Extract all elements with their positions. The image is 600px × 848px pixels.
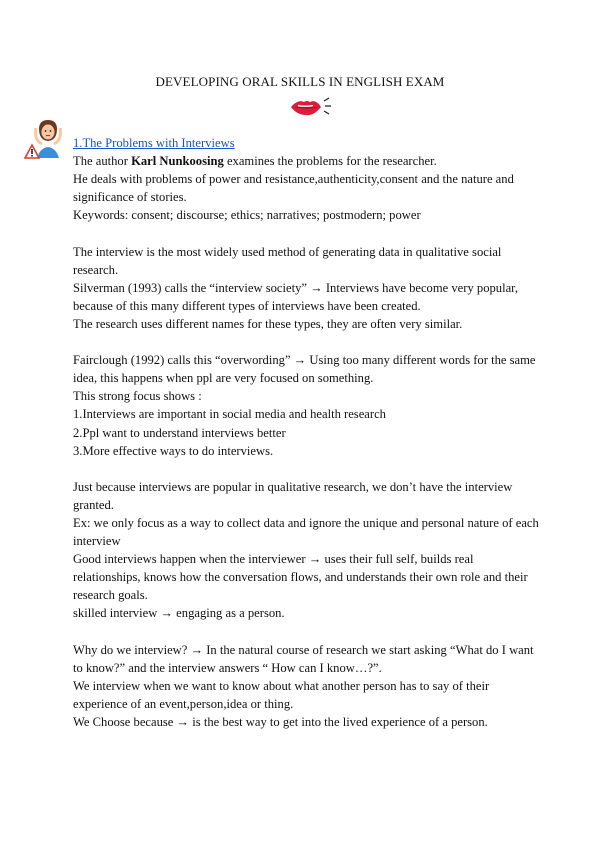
paragraph-fairclough: Fairclough (1992) calls this “overwording” → Using too many different words for the same idea, this happens when ppl are very focused on something. — [73, 353, 536, 386]
document-body — [73, 134, 543, 731]
paragraph-silverman: Silverman (1993) calls the “interview society” → Interviews have become very popular, because of this many different types of interviews have been created. — [73, 280, 519, 313]
author-name: Karl Nunkoosing — [131, 154, 224, 169]
list-item: 2.Ppl want to understand interviews better — [73, 425, 286, 440]
keywords-line: Keywords: consent; discourse; ethics; narratives; postmodern; power — [73, 208, 421, 223]
page-title: DEVELOPING ORAL SKILLS IN ENGLISH EXAM — [155, 74, 445, 89]
intro-author-line: The author Karl Nunkoosing examines the problems for the researcher. — [73, 154, 437, 169]
paragraph-interview-method: The interview is the most widely used method of generating data in qualitative social research. — [73, 244, 502, 277]
lips-icon — [288, 96, 332, 118]
paragraph-choose: We Choose because → is the best way to get into the lived experience of a person. — [73, 715, 488, 729]
intro-problems-line: He deals with problems of power and resistance,authenticity,consent and the nature and significance of stories. — [73, 172, 514, 205]
paragraph-why-interview: Why do we interview? → In the natural course of research we start asking “What do I want to know?” and the interview answers “ How can I know…?”. — [73, 642, 534, 675]
paragraph-example: Ex: we only focus as a way to collect data and ignore the unique and personal nature of each interview — [73, 515, 539, 549]
paragraph-when-interview: We interview when we want to know about what another person has to say of their experience of an event,person,idea or thing. — [73, 678, 490, 711]
list-item: 3.More effective ways to do interviews. — [73, 443, 274, 458]
section-heading[interactable]: 1.The Problems with Interviews — [73, 136, 235, 150]
paragraph-skilled: skilled interview → engaging as a person. — [73, 606, 285, 621]
focus-shows-label: This strong focus shows : — [73, 389, 202, 404]
list-item: 1.Interviews are important in social media and health research — [73, 407, 386, 422]
stressed-woman-icon — [22, 118, 70, 162]
paragraph-good-interviews: Good interviews happen when the interviewer → uses their full self, builds real relationships, knows how the conversation flows, and understands their own role and their research goals. — [73, 552, 528, 603]
paragraph-names: The research uses different names for these types, they are often very similar. — [73, 316, 463, 331]
paragraph-popular: Just because interviews are popular in qualitative research, we don’t have the interview granted. — [73, 479, 513, 512]
